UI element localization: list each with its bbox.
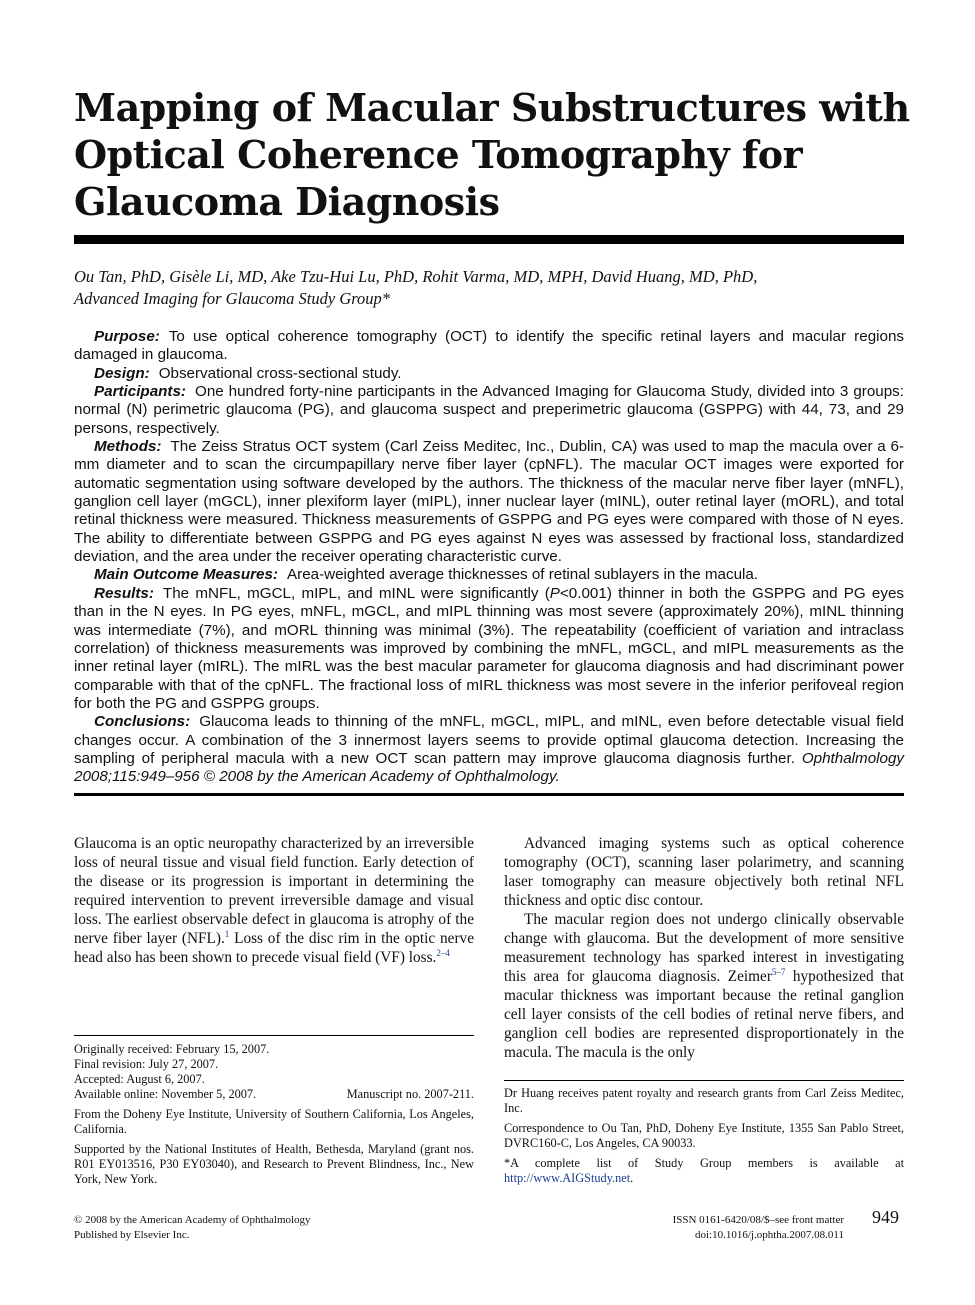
title-line: Glaucoma Diagnosis xyxy=(74,179,500,224)
section-text: The mNFL, mGCL, mIPL, and mINL were significantly ( xyxy=(162,584,550,602)
body-text: Glaucoma is an optic neuropathy characterized by an irreversible loss of neural tissue and visual field function. Early detection of the disease or its progression is important in determining the required intervention to prevent irreversible damage and visual loss. The earliest observable defect in glaucoma is atrophy of the nerve fiber layer (NFL). xyxy=(74,835,474,947)
article-history-footnotes xyxy=(74,1042,474,1187)
footnote-divider-right xyxy=(504,1080,904,1081)
body-paragraph xyxy=(504,910,904,1062)
footnote-divider-left xyxy=(74,1035,474,1036)
doi-line: doi:10.1016/j.ophtha.2007.08.011 xyxy=(694,1229,844,1241)
body-paragraph: Advanced imaging systems such as optical coherence tomography (OCT), scanning laser polarimetry, and scanning laser tomography can measure objectively both retinal NFL thickness and optic disc contour. xyxy=(504,835,904,909)
disclosure-note: Dr Huang receives patent royalty and research grants from Carl Zeiss Meditec, Inc. xyxy=(504,1086,904,1115)
section-text: To use optical coherence tomography (OCT) to identify the specific retinal layers and macular regions damaged in glaucoma. xyxy=(74,328,904,364)
body-text: hypothesized that macular thickness was important because the retinal ganglion cell layer consists of the cell bodies of retinal nerve fibers, and ganglion cell bodies are represented disproportionately in the macula. The macula is the only xyxy=(504,968,904,1061)
abstract-outcome xyxy=(74,566,904,584)
author-line: Ou Tan, PhD, Gisèle Li, MD, Ake Tzu-Hui Lu, PhD, Rohit Varma, MD, MPH, David Huang, MD, PhD, xyxy=(74,267,758,286)
author-line: Advanced Imaging for Glaucoma Study Group* xyxy=(74,289,391,308)
online-row xyxy=(74,1087,474,1102)
section-label: Results: xyxy=(94,584,154,602)
article-title xyxy=(74,84,910,225)
copyright-line: © 2008 by the American Academy of Ophthalmology xyxy=(74,1214,311,1226)
section-text: Area-weighted average thicknesses of retinal sublayers in the macula. xyxy=(287,566,759,584)
abstract-results xyxy=(74,585,904,713)
p-value-symbol: P xyxy=(549,584,560,602)
section-text: Glaucoma leads to thinning of the mNFL, mGCL, mIPL, and mINL, even before detectable visual field changes occur. A combination of the 3 innermost layers seems to provide optimal glaucoma detection. Increasing the sampling of peripheral macula with a new OCT scan pattern may improve glaucoma diagnosis further. xyxy=(74,713,904,767)
title-divider xyxy=(74,235,904,244)
abstract-conclusions xyxy=(74,713,904,786)
revision-date: Final revision: July 27, 2007. xyxy=(74,1057,219,1071)
footer-copyright xyxy=(74,1213,311,1243)
correspondence-note: Correspondence to Ou Tan, PhD, Doheny Eye Institute, 1355 San Pablo Street, DVRC160-C, Los Angeles, CA 90033. xyxy=(504,1121,904,1150)
section-label: Conclusions: xyxy=(94,713,191,731)
abstract-participants xyxy=(74,383,904,438)
body-text: Loss of the disc rim in the optic nerve head also has been shown to precede visual field (VF) loss. xyxy=(74,930,474,966)
note-text: *A complete list of Study Group members is available at xyxy=(504,1156,904,1170)
abstract-methods xyxy=(74,438,904,566)
received-date: Originally received: February 15, 2007. xyxy=(74,1042,270,1056)
abstract xyxy=(74,328,904,787)
section-text: One hundred forty-nine participants in the Advanced Imaging for Glaucoma Study, divided into 3 groups: normal (N) perimetric glaucoma (PG), and glaucoma suspect and preperimetric glaucoma (GSPPG) with 44, 73, and 29 persons, respectively. xyxy=(74,383,904,437)
online-date: Available online: November 5, 2007. xyxy=(74,1087,257,1101)
body-text: The macular region does not undergo clinically observable change with glaucoma. But the development of more sensitive measurement technology has sparked interest in investigating this area for glaucoma diagnosis. Zeimer xyxy=(504,911,904,985)
section-text: <0.001) thinner in both the GSPPG and PG eyes than in the N eyes. In PG eyes, mNFL, mGCL, and mIPL thinning was most severe (approximately 20%), mINL thinning was intermediate (7%), and mORL thinning was minimal (3%). The repeatability (coefficient of variation and intraclass correlation) of thickness measurements was improved by combining the mNFL, mGCL, and mIPL measurements as the inner retinal layer (mIRL). The mIRL was the best macular parameter for glaucoma diagnosis and had discriminant power comparable with that of the cpNFL. The fractional loss of mIRL thickness was most severe in the inferior perifoveal region for both the PG and GSPPG groups. xyxy=(74,584,905,712)
section-label: Main Outcome Measures: xyxy=(94,566,278,584)
issn-line: ISSN 0161-6420/08/$–see front matter xyxy=(672,1214,844,1226)
author-list xyxy=(74,266,904,310)
section-label: Purpose: xyxy=(94,328,160,345)
abstract-design xyxy=(74,365,904,383)
note-text: . xyxy=(630,1171,634,1185)
journal-citation: Ophthalmology 2008;115:949–956 © 2008 by the American Academy of Ophthalmology. xyxy=(74,749,904,786)
section-label: Design: xyxy=(94,364,150,382)
title-line: Optical Coherence Tomography for xyxy=(74,132,803,177)
study-group-link[interactable]: http://www.AIGStudy.net xyxy=(504,1171,631,1185)
section-text: Observational cross-sectional study. xyxy=(158,364,402,382)
reference-link[interactable]: 2–4 xyxy=(436,948,450,958)
body-column-left xyxy=(74,834,474,967)
publisher-line: Published by Elsevier Inc. xyxy=(74,1229,190,1241)
reference-link[interactable]: 1 xyxy=(224,929,230,939)
reference-link[interactable]: 5–7 xyxy=(771,967,786,977)
section-label: Methods: xyxy=(94,438,162,456)
accepted-date: Accepted: August 6, 2007. xyxy=(74,1072,205,1086)
abstract-divider xyxy=(74,793,904,796)
abstract-purpose xyxy=(74,328,904,365)
page-number: 949 xyxy=(872,1207,899,1227)
manuscript-number: Manuscript no. 2007-211. xyxy=(346,1087,474,1101)
study-group-note xyxy=(504,1156,904,1186)
footer-identifiers xyxy=(600,1213,844,1243)
body-paragraph xyxy=(74,834,474,967)
body-column-right xyxy=(504,834,904,1062)
disclosure-footnotes xyxy=(504,1086,904,1186)
title-line: Mapping of Macular Substructures with xyxy=(74,85,910,130)
section-label: Participants: xyxy=(94,383,186,401)
funding-note: Supported by the National Institutes of Health, Bethesda, Maryland (grant nos. R01 EY013516, P30 EY03040), and Research to Prevent Blindness, Inc., New York, New York. xyxy=(74,1142,474,1186)
affiliation-note: From the Doheny Eye Institute, University of Southern California, Los Angeles, California. xyxy=(74,1107,474,1136)
section-text: The Zeiss Stratus OCT system (Carl Zeiss Meditec, Inc., Dublin, CA) was used to map the macula over a 6-mm diameter and to scan the circumpapillary nerve fiber layer (cpNFL). The macular OCT images were exported for automatic segmentation using software developed by the authors. The thickness of the macular nerve fiber layer (mNFL), ganglion cell layer (mGCL), inner plexiform layer (mIPL), inner nuclear layer (mINL), outer retinal layer (mORL), and total retinal thickness were measured. Thickness measurements of GSPPG and PG eyes were compared with those of N eyes. The ability to differentiate between GSPPG and PG eyes against N eyes was assessed by fractional loss, standardized deviation, and the area under the receiver operating characteristic curve. xyxy=(74,438,904,566)
